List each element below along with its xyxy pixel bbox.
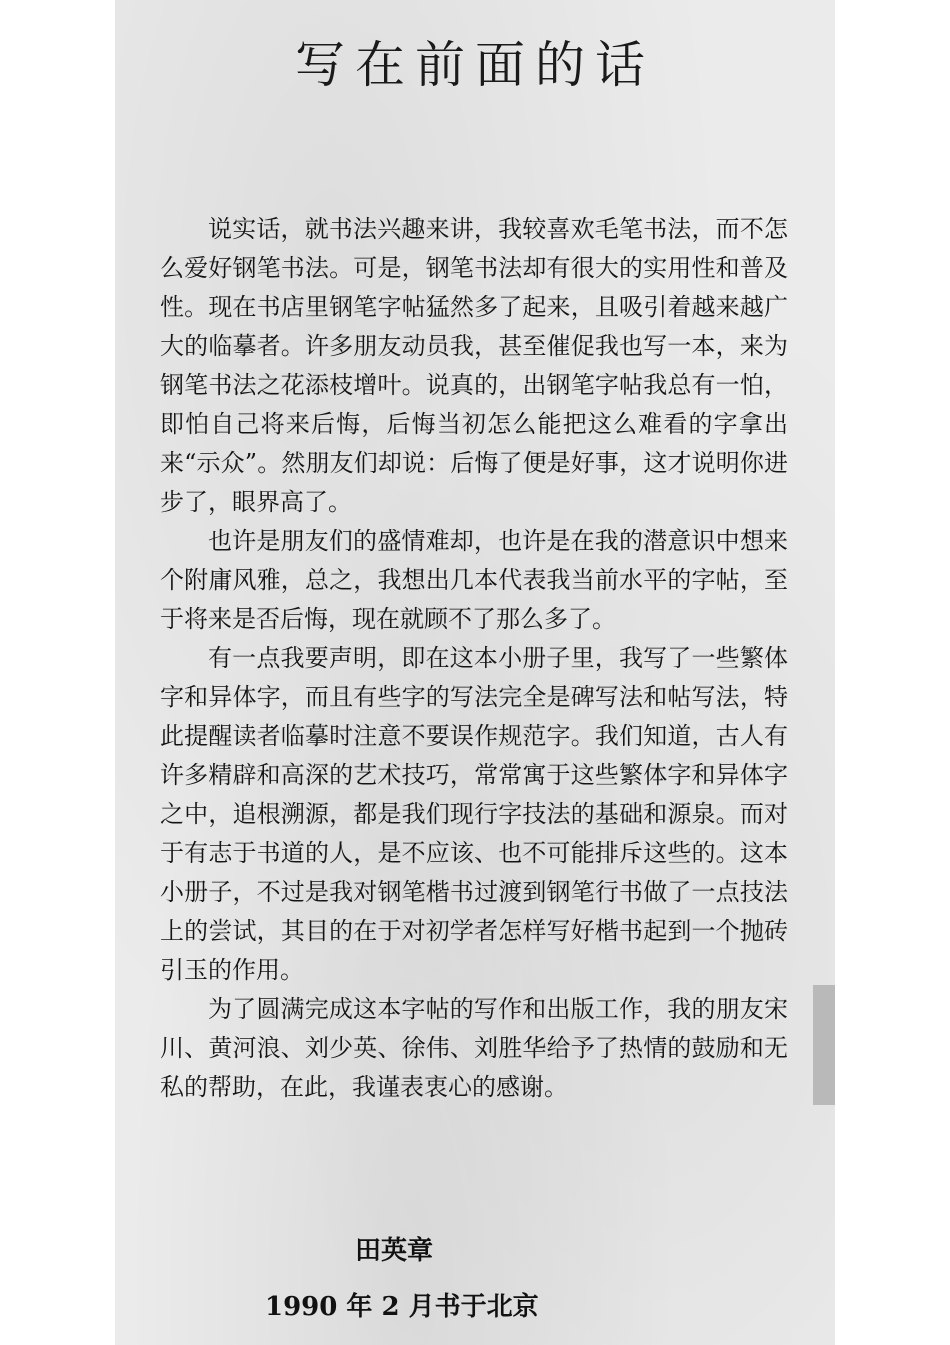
preface-body <box>160 210 788 1107</box>
paragraph-2: 也许是朋友们的盛情难却，也许是在我的潜意识中想来个附庸风雅，总之，我想出几本代表我当前水平的字帖，至于将来是否后悔，现在就顾不了那么多了。 <box>160 527 788 633</box>
paragraph-3: 有一点我要声明，即在这本小册子里，我写了一些繁体字和异体字，而且有些字的写法完全是碑写法和帖写法，特此提醒读者临摹时注意不要误作规范字。我们知道，古人有许多精辟和高深的艺术技巧，常常寓于这些繁体字和异体字之中，追根溯源，都是我们现行字技法的基础和源泉。而对于有志于书道的人，是不应该、也不可能排斥这些的。这本小册子，不过是我对钢笔楷书过渡到钢笔行书做了一点技法上的尝试，其目的在于对初学者怎样写好楷书起到一个抛砖引玉的作用。 <box>160 644 788 984</box>
page-edge-tab <box>813 985 835 1105</box>
paragraph-4: 为了圆满完成这本字帖的写作和出版工作，我的朋友宋川、黄河浪、刘少英、徐伟、刘胜华给予了热情的鼓励和无私的帮助，在此，我谨表衷心的感谢。 <box>160 995 788 1101</box>
scanned-page <box>115 0 835 1345</box>
author-name: 田英章 <box>355 1236 434 1266</box>
signature-date: 1990 年 2 月书于北京 <box>265 1292 539 1322</box>
page-title: 写在前面的话 <box>295 36 655 94</box>
paragraph-1: 说实话，就书法兴趣来讲，我较喜欢毛笔书法，而不怎么爱好钢笔书法。可是，钢笔书法却有很大的实用性和普及性。现在书店里钢笔字帖猛然多了起来，且吸引着越来越广大的临摹者。许多朋友动员我，甚至催促我也写一本，来为钢笔书法之花添枝增叶。说真的，出钢笔字帖我总有一怕，即怕自己将来后悔，后悔当初怎么能把这么难看的字拿出来“示众”。然朋友们却说：后悔了便是好事，这才说明你进步了，眼界高了。 <box>160 215 788 516</box>
